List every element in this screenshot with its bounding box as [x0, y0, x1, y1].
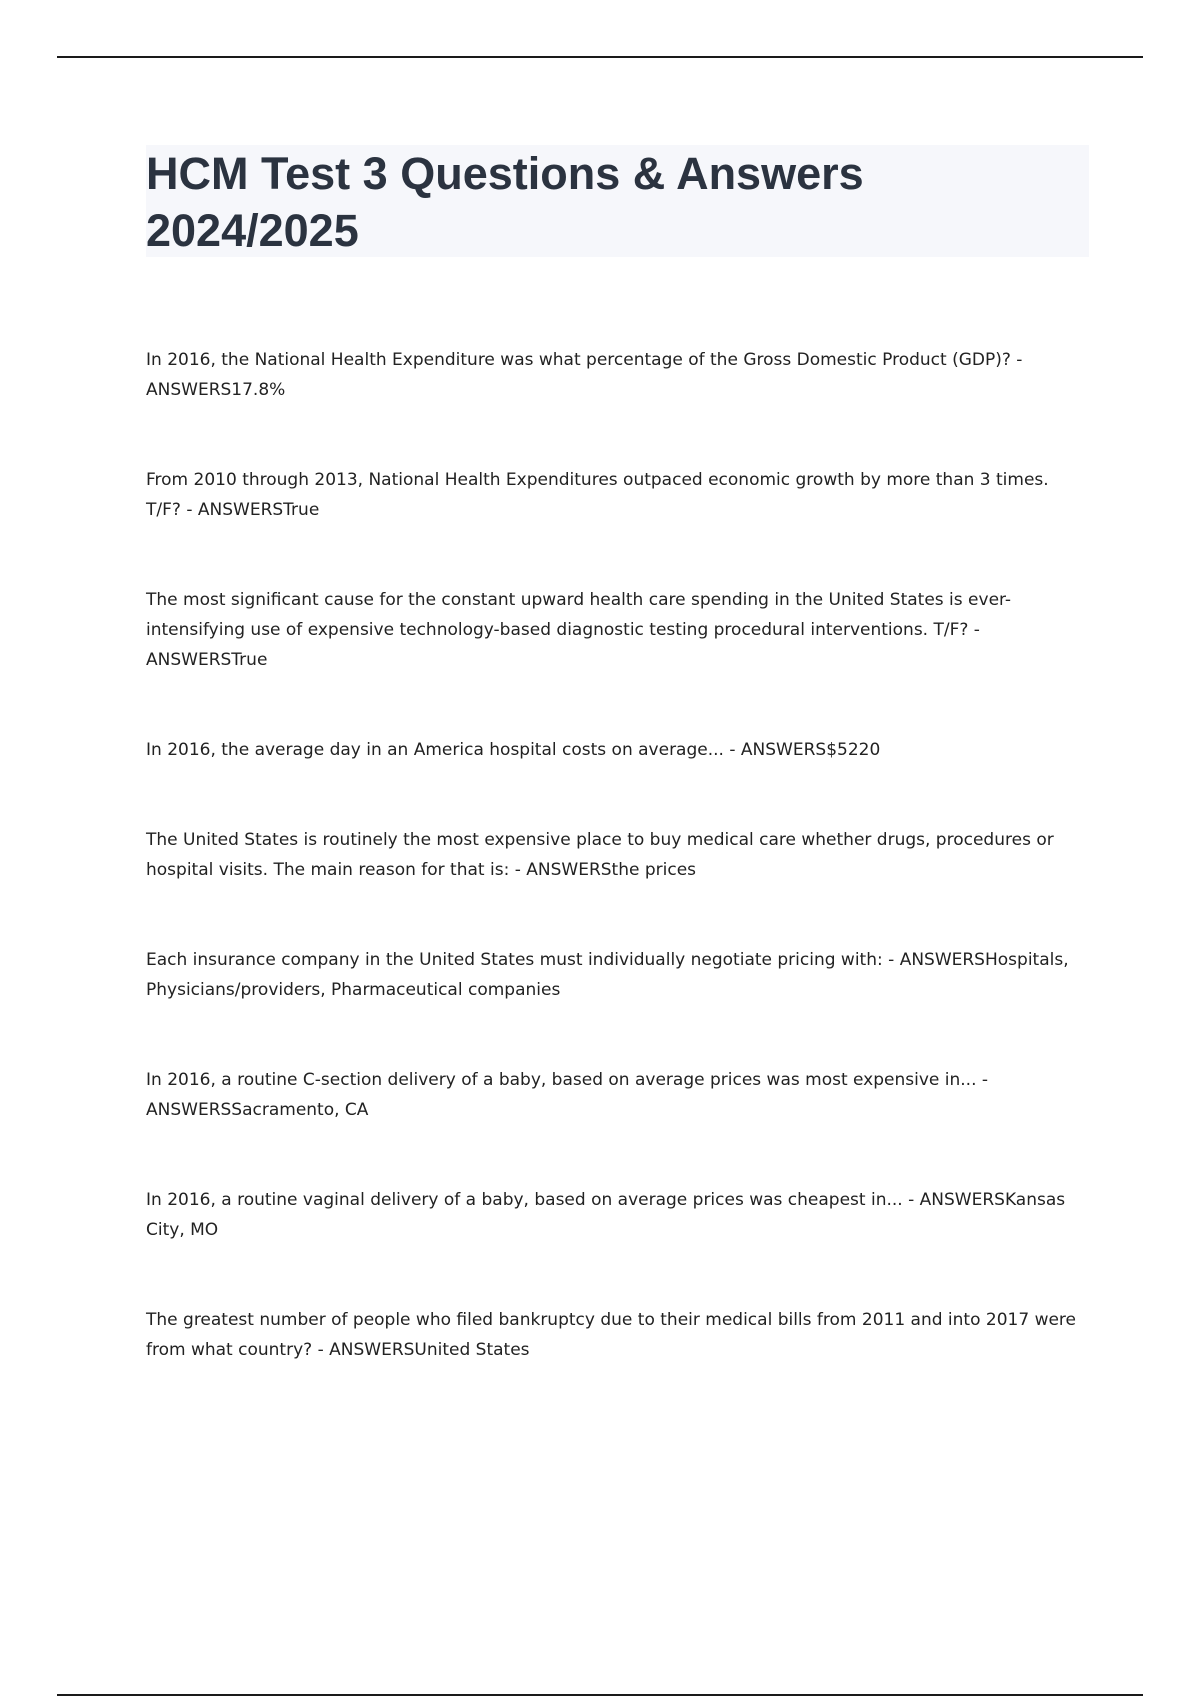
qa-item-1	[146, 345, 1086, 405]
qa-item-3	[146, 585, 1086, 675]
answer-text: $5220	[826, 740, 881, 760]
answer-prefix: ANSWERS	[526, 860, 612, 880]
separator: -	[312, 1340, 330, 1360]
title-banner	[146, 145, 1089, 257]
bottom-rule	[57, 1694, 1143, 1696]
separator: -	[509, 860, 527, 880]
qa-item-2	[146, 465, 1086, 525]
separator: -	[1010, 350, 1023, 370]
question-text: Each insurance company in the United States must individually negotiate pricing with:	[146, 950, 883, 970]
question-text: In 2016, the National Health Expenditure was what percentage of the Gross Domestic Product (GDP)?	[146, 350, 1011, 370]
answer-prefix: ANSWERS	[146, 650, 232, 670]
answer-text: United States	[414, 1340, 530, 1360]
separator: -	[723, 740, 741, 760]
qa-item-9	[146, 1305, 1086, 1365]
separator: -	[882, 950, 900, 970]
question-text: The most significant cause for the constant upward health care spending in the United States is ever-intensifying use of expensive technology-based diagnostic testing procedural interventions. T/F?	[146, 590, 1012, 640]
answer-text: True	[283, 500, 320, 520]
qa-item-4	[146, 735, 1086, 765]
answer-text: the prices	[611, 860, 697, 880]
answer-text: Hospitals, Physicians/providers, Pharmaceutical companies	[146, 950, 1069, 1000]
answer-prefix: ANSWERS	[899, 950, 985, 970]
answer-prefix: ANSWERS	[197, 500, 284, 520]
question-text: The United States is routinely the most expensive place to buy medical care whether drugs, procedures or hospital visits. The main reason for that is:	[146, 830, 1054, 880]
question-text: In 2016, a routine C-section delivery of a baby, based on average prices was most expensive in...	[146, 1070, 977, 1090]
answer-prefix: ANSWERS	[919, 1190, 1005, 1210]
answer-prefix: ANSWERS	[740, 740, 827, 760]
qa-item-6	[146, 945, 1086, 1005]
answer-text: True	[231, 650, 268, 670]
answer-prefix: ANSWERS	[329, 1340, 415, 1360]
document-title: HCM Test 3 Questions & Answers 2024/2025	[146, 148, 864, 256]
separator: -	[902, 1190, 920, 1210]
top-rule	[57, 56, 1143, 58]
answer-prefix: ANSWERS	[146, 1100, 232, 1120]
separator: -	[968, 620, 980, 640]
question-text: From 2010 through 2013, National Health Expenditures outpaced economic growth by more than 3 times. T/F?	[146, 470, 1049, 520]
separator: -	[180, 500, 198, 520]
answer-text: Kansas City, MO	[146, 1190, 1066, 1240]
answer-text: 17.8%	[231, 380, 286, 400]
qa-item-7	[146, 1065, 1086, 1125]
question-text: In 2016, the average day in an America hospital costs on average...	[146, 740, 724, 760]
separator: -	[976, 1070, 989, 1090]
question-text: In 2016, a routine vaginal delivery of a baby, based on average prices was cheapest in...	[146, 1190, 903, 1210]
qa-item-5	[146, 825, 1086, 885]
qa-item-8	[146, 1185, 1086, 1245]
question-text: The greatest number of people who filed bankruptcy due to their medical bills from 2011 and into 2017 were from what country?	[146, 1310, 1077, 1360]
answer-text: Sacramento, CA	[231, 1100, 369, 1120]
answer-prefix: ANSWERS	[146, 380, 232, 400]
